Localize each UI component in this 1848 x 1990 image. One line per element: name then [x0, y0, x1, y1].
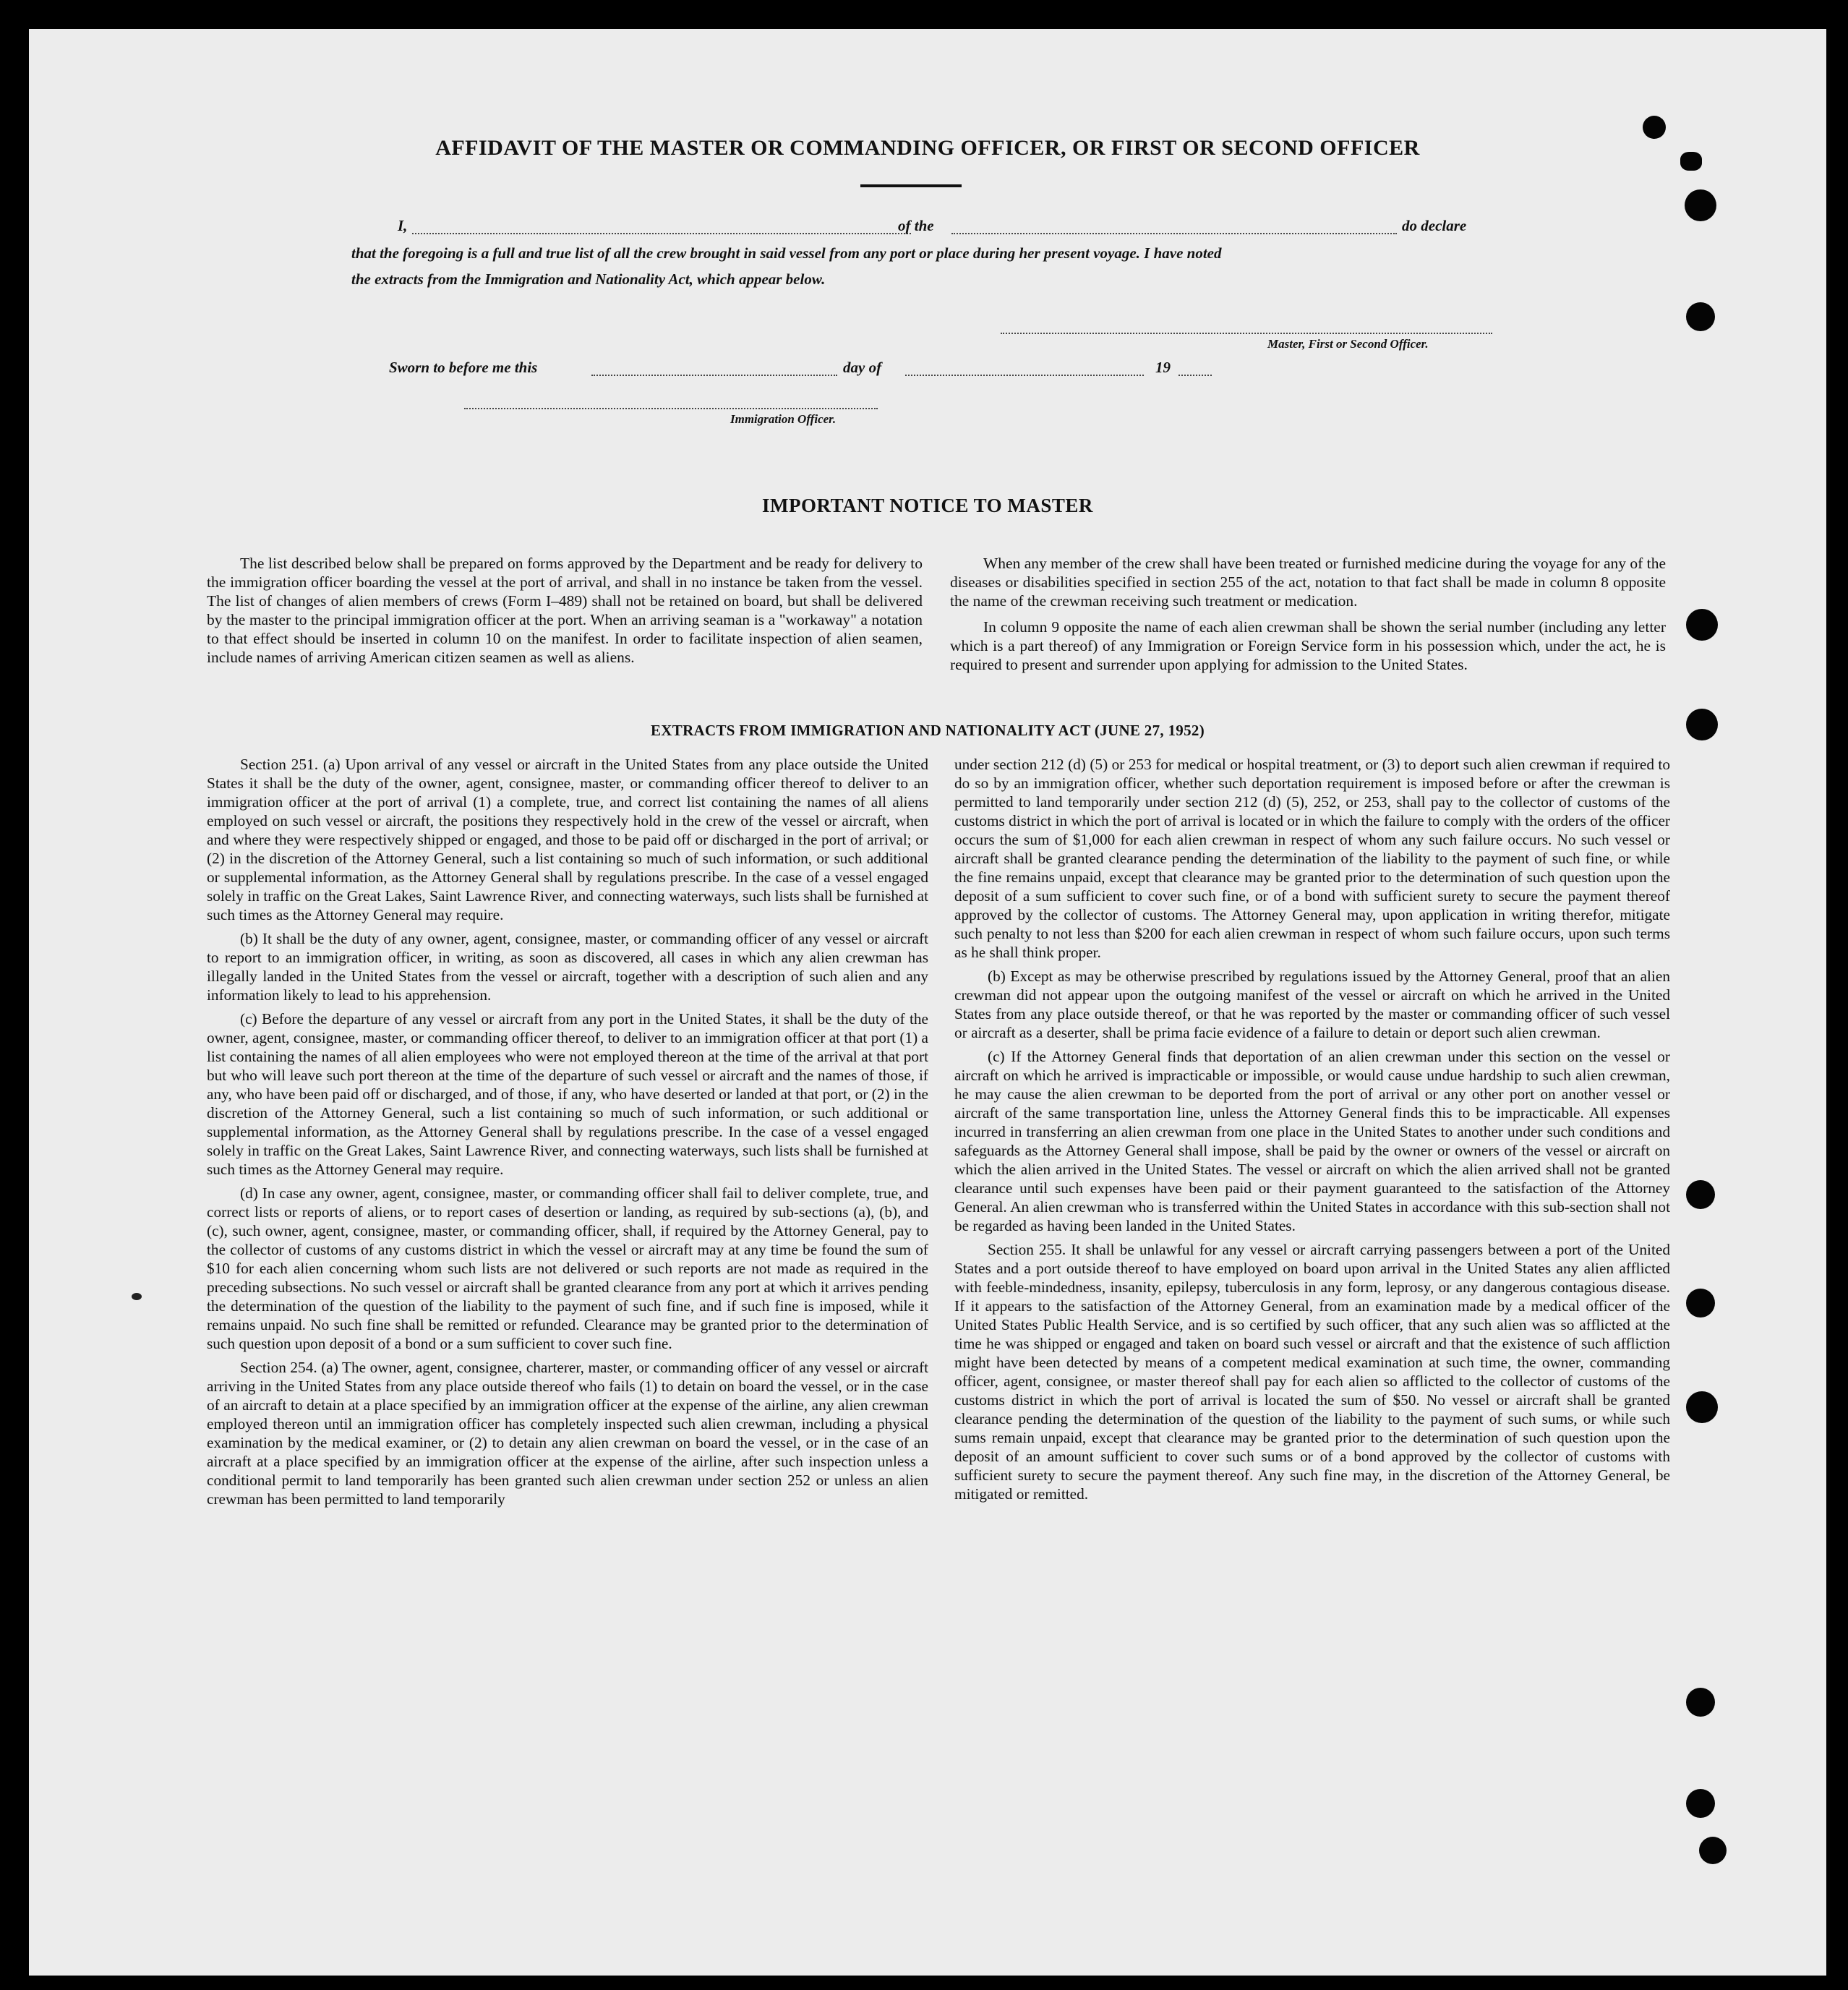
law-paragraph: (c) Before the departure of any vessel or aircraft from any port in the United States, it shall be the duty of the owner, agent, consignee, master, or commanding officer thereof, to deliver to an immigration officer at that port (1) a list containing the names of all alien employees who were not employed thereon at the time of the arrival at that port but who will leave such port thereon at the time of the departure of such vessel or aircraft and the names of those, if any, who have been paid off or discharged, and of those, if any, who have deserted or landed at that port, or (2) in the discretion of the Attorney General, such a list containing so much of such information, or such additional or supplemental information, as the Attorney General shall by regulations prescribe. In the case of a vessel engaged solely in traffic on the Great Lakes, Saint Lawrence River, and connecting waterways, such lists shall be furnished at such times as the Attorney General may require. [207, 1010, 928, 1178]
smudge [132, 1293, 142, 1300]
master-signature-label: Master, First or Second Officer. [1267, 337, 1429, 351]
master-signature-line [1001, 333, 1492, 334]
law-paragraph: (d) In case any owner, agent, consignee, master, or commanding officer shall fail to deliver complete, true, and correct lists or reports of aliens, or to report cases of desertion or landing, as required by sub-sections (a), (b), and (c), such owner, agent, consignee, master, or commanding officer, shall, if required by the Attorney General, pay to the collector of customs of any customs district in which the vessel or aircraft may at any time be found the sum of $10 for each alien concerning whom such lists are not delivered or such reports are not made as required in the preceding subsections. No such vessel or aircraft shall be granted clearance from any port at which it arrives pending the determination of the question of the liability to the payment of such fine, and if such fine is imposed, while it remains unpaid. No such fine shall be remitted or refunded. Clearance may be granted prior to the determination of such question upon deposit of a bond or a sum sufficient to cover such fine. [207, 1184, 928, 1352]
punch-hole [1685, 189, 1716, 221]
sworn-year-line [1178, 375, 1212, 376]
declaration-of-the-label: of the [898, 217, 934, 234]
affidavit-title: AFFIDAVIT OF THE MASTER OR COMMANDING OFFICER, OR FIRST OR SECOND OFFICER [435, 136, 1420, 160]
punch-hole [1686, 1289, 1715, 1318]
punch-hole [1686, 1180, 1715, 1209]
extracts-left-column [207, 755, 928, 1513]
declaration-line-3: the extracts from the Immigration and Nationality Act, which appear below. [351, 270, 826, 288]
document-page [29, 29, 1826, 1976]
declaration-declare-label: do declare [1402, 217, 1467, 234]
notice-paragraph: The list described below shall be prepared on forms approved by the Department and be ready for delivery to the immigration officer boarding the vessel at the port of arrival, and shall in no instance be taken from the vessel. The list of changes of alien members of crews (Form I–489) shall not be retained on board, but shall be delivered by the master to the principal immigration officer at the port. When an arriving seaman is a "workaway" a notation to that effect should be inserted in column 10 on the manifest. In order to facilitate inspection of alien seamen, include names of arriving American citizen seamen as well as aliens. [207, 555, 923, 666]
title-underline [860, 184, 962, 187]
officer-signature-label: Immigration Officer. [730, 412, 837, 426]
extracts-right-column [954, 755, 1670, 1508]
law-paragraph: (b) Except as may be otherwise prescribed by regulations issued by the Attorney General, proof that an alien crewman did not appear upon the outgoing manifest of the vessel or aircraft on which he arrived in the United States from any place outside thereof, or that he was reported by the master or commanding officer of such vessel or aircraft as a deserter, shall be prima facie evidence of a failure to detain or deport such alien crewman. [954, 968, 1670, 1041]
punch-hole [1686, 609, 1718, 641]
law-paragraph: under section 212 (d) (5) or 253 for medical or hospital treatment, or (3) to deport such alien crewman if required to do so by an immigration officer, whether such deportation requirement is imposed before or after the crewman is permitted to land temporarily under section 212 (d) (5), 252, or 253, shall pay to the collector of customs of the customs district in which the port of arrival is located or in which the failure to comply with the orders of the officer occurs the sum of $1,000 for each alien crewman in respect of whom any such failure occurs. No such vessel or aircraft shall be granted clearance pending the determination of the liability to the payment of such fine, or while the fine remains unpaid, except that clearance may be granted prior to the determination of such question upon the deposit of a sum sufficient to cover such fine, or of a bond with sufficient surety to secure the payment thereof approved by the collector of customs. The Attorney General may, upon application in writing therefor, mitigate such penalty to not less than $200 for each alien crewman in respect of whom such failure occurs, upon such terms as he shall think proper. [954, 756, 1670, 961]
notice-left-column [207, 554, 923, 674]
declaration-line-2: that the foregoing is a full and true list of all the crew brought in said vessel from any port or place during her present voyage. I have noted [351, 244, 1222, 262]
law-paragraph: (b) It shall be the duty of any owner, agent, consignee, master, or commanding officer of any vessel or aircraft to report to an immigration officer, in writing, as soon as discovered, all cases in which any alien crewman has illegally landed in the United States from the vessel or aircraft, together with a description of such alien and any information likely to lead to his apprehension. [207, 930, 928, 1004]
notice-paragraph: In column 9 opposite the name of each alien crewman shall be shown the serial number (including any letter which is a part thereof) of any Immigration or Foreign Service form in his possession which, under the act, he is required to present and surrender upon applying for admission to the United States. [950, 618, 1666, 673]
law-paragraph: (c) If the Attorney General finds that deportation of an alien crewman under this section on the vessel or aircraft on which he arrived is impracticable or impossible, or would cause undue hardship to such alien crewman, he may cause the alien crewman to be deported from the port of arrival or any other port on another vessel or aircraft of the same transportation line, unless the Attorney General finds this to be impracticable. All expenses incurred in transferring an alien crewman from one place in the United States to another under such conditions and safeguards as the Attorney General shall impose, shall be paid by the owner or owners of the vessel or aircraft on which the alien arrived in the United States. The vessel or aircraft on which the alien arrived shall not be granted clearance until such expenses have been paid or their payment guaranteed to the satisfaction of the Attorney General. An alien crewman who is transferred within the United States in accordance with this sub-section shall not be regarded as having been landed in the United States. [954, 1048, 1670, 1234]
sworn-label: Sworn to before me this [389, 359, 538, 376]
sworn-day-line [591, 375, 837, 376]
punch-hole [1686, 302, 1715, 331]
notice-right-column [950, 554, 1666, 681]
day-of-label: day of [843, 359, 882, 376]
extracts-title: EXTRACTS FROM IMMIGRATION AND NATIONALITY ACT (JUNE 27, 1952) [651, 722, 1205, 739]
notice-paragraph: When any member of the crew shall have been treated or furnished medicine during the voyage for any of the diseases or disabilities specified in section 255 of the act, notation to that fact shall be made in column 8 opposite the name of the crewman receiving such treatment or medication. [950, 555, 1666, 610]
punch-hole [1699, 1837, 1727, 1864]
law-paragraph: Section 251. (a) Upon arrival of any vessel or aircraft in the United States from any place outside the United States it shall be the duty of the owner, agent, consignee, master, or commanding officer thereof to deliver to an immigration officer at the port of arrival (1) a complete, true, and correct list containing the names of all aliens employed on such vessel or aircraft, the positions they respectively hold in the crew of the vessel or aircraft, when and where they were respectively shipped or engaged, and those to be paid off or discharged in the port of arrival; or (2) in the discretion of the Attorney General, such a list containing so much of such information, or such additional or supplemental information, as the Attorney General shall by regulations prescribe. In the case of a vessel engaged solely in traffic on the Great Lakes, Saint Lawrence River, and connecting waterways, such lists shall be furnished at such times as the Attorney General may require. [207, 756, 928, 923]
punch-hole [1686, 1789, 1715, 1818]
punch-hole [1686, 1688, 1715, 1717]
punch-hole [1686, 1391, 1718, 1423]
declaration-i-label: I, [398, 217, 408, 234]
year-label: 19 [1155, 359, 1171, 376]
law-paragraph: Section 254. (a) The owner, agent, consignee, charterer, master, or commanding officer of any vessel or aircraft arriving in the United States from any place outside thereof who fails (1) to detain on board the vessel, or in the case of an aircraft to detain at a place specified by an immigration officer at the expense of the airline, any alien crewman employed thereon until an immigration officer has completely inspected such alien crewman, including a physical examination by the medical examiner, or (2) to detain any alien crewman on board the vessel, or in the case of an aircraft at a place specified by an immigration officer at the expense of the airline, after such inspection unless a conditional permit to land temporarily has been granted such alien crewman under section 252 or unless an alien crewman has been permitted to land temporarily [207, 1359, 928, 1508]
law-paragraph: Section 255. It shall be unlawful for any vessel or aircraft carrying passengers between a port of the United States and a port outside thereof to have employed on board upon arrival in the United States any alien afflicted with feeble-mindedness, insanity, epilepsy, tuberculosis in any form, leprosy, or any dangerous contagious disease. If it appears to the satisfaction of the Attorney General, from an examination made by a medical officer of the United States Public Health Service, and is so certified by such officer, that any such alien was so afflicted at the time he was shipped or engaged and taken on board such vessel or aircraft and that the existence of such affliction might have been detected by means of a competent medical examination at such time, the owner, commanding officer, agent, consignee, or master thereof shall pay for each alien so afflicted to the collector of customs of the customs district in which the port of arrival is located the sum of $50. No vessel or aircraft shall be granted clearance pending the determination of the question of the liability to the payment of such sums, or while such sums remain unpaid, except that clearance may be granted prior to the determination of such question upon the deposit of an amount sufficient to cover such sums or of a bond approved by the collector of customs with sufficient surety to secure the payment thereof. Any such fine may, in the discretion of the Attorney General, be mitigated or remitted. [954, 1241, 1670, 1503]
declarant-name-line [412, 233, 911, 234]
sworn-month-line [905, 375, 1144, 376]
vessel-name-line [951, 233, 1397, 234]
officer-signature-line [464, 408, 878, 409]
notice-title: IMPORTANT NOTICE TO MASTER [762, 495, 1093, 516]
